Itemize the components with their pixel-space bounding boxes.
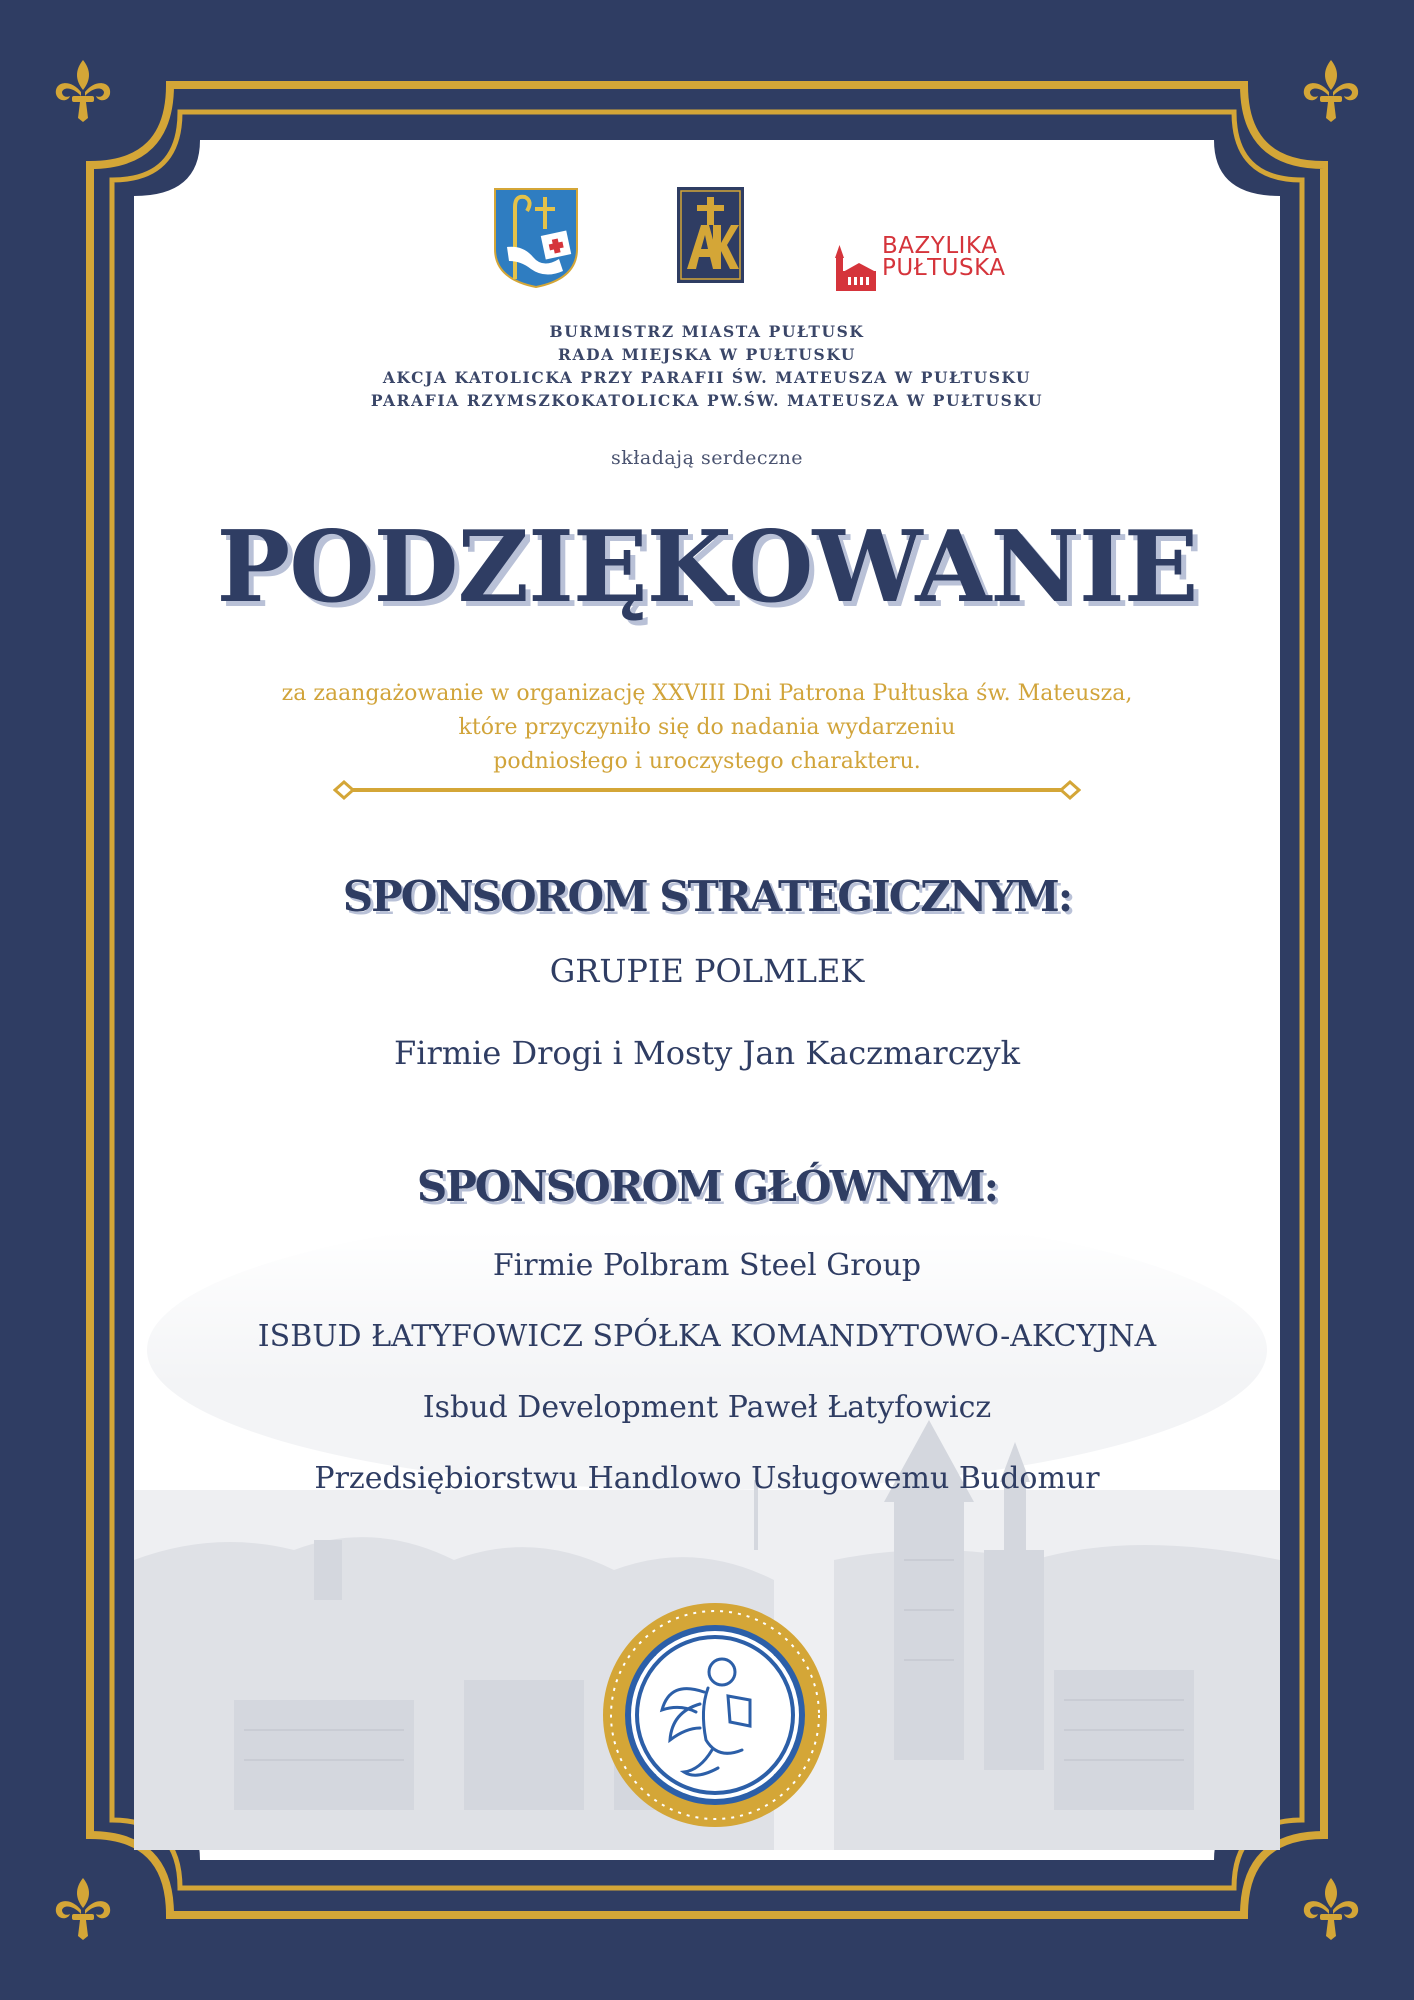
main-sponsor: ISBUD ŁATYFOWICZ SPÓŁKA KOMANDYTOWO-AKCYJNA (257, 1319, 1157, 1354)
organizer-line: BURMISTRZ MIASTA PUŁTUSK (549, 322, 865, 341)
main-sponsor: Isbud Development Paweł Łatyfowicz (422, 1390, 992, 1425)
organizer-line: RADA MIEJSKA W PUŁTUSKU (558, 345, 856, 364)
main-sponsor: Firmie Polbram Steel Group (492, 1248, 922, 1283)
reason-text (150, 677, 1264, 779)
gold-divider (333, 779, 1081, 801)
page-title: PODZIĘKOWANIE (216, 510, 1198, 625)
bazylika-line-2: PUŁTUSKA (882, 255, 1006, 281)
organizers-list (150, 320, 1264, 412)
bazylika-pultuska-logo (832, 235, 1032, 295)
strategic-sponsor: Firmie Drogi i Mosty Jan Kaczmarczyk (394, 1034, 1020, 1072)
fleur-de-lis-icon (48, 56, 118, 126)
saint-matthew-medallion-icon (600, 1600, 830, 1830)
organizer-line: AKCJA KATOLICKA PRZY PARAFII ŚW. MATEUSZA W PUŁTUSKU (382, 368, 1032, 387)
church-icon (832, 245, 876, 291)
main-sponsor: Przedsiębiorstwu Handlowo Usługowemu Budomur (314, 1461, 1100, 1496)
logos-row (150, 187, 1264, 287)
main-sponsors-heading: SPONSOROM GŁÓWNYM: (416, 1162, 998, 1211)
pultusk-coat-of-arms-logo (493, 187, 579, 289)
reason-line: za zaangażowanie w organizację XXVIII Dni Patrona Pułtuska św. Mateusza, (281, 681, 1133, 706)
akcja-katolicka-logo (677, 187, 744, 283)
certificate-content (150, 160, 1264, 1840)
bazylika-line-1: BAZYLIKA (882, 233, 998, 259)
strategic-sponsor: GRUPIE POLMLEK (549, 952, 865, 990)
fleur-de-lis-icon (1296, 1874, 1366, 1944)
strategic-sponsors-heading: SPONSOROM STRATEGICZNYM: (342, 872, 1072, 921)
reason-line: które przyczyniło się do nadania wydarzeniu (458, 715, 956, 740)
reason-line: podniosłego i uroczystego charakteru. (493, 749, 921, 774)
lead-text: składają serdeczne (610, 447, 804, 469)
fleur-de-lis-icon (48, 1874, 118, 1944)
bazylika-text (882, 235, 1006, 279)
fleur-de-lis-icon (1296, 56, 1366, 126)
organizer-line: PARAFIA RZYMSZKOKATOLICKA PW.ŚW. MATEUSZA W PUŁTUSKU (370, 391, 1044, 410)
